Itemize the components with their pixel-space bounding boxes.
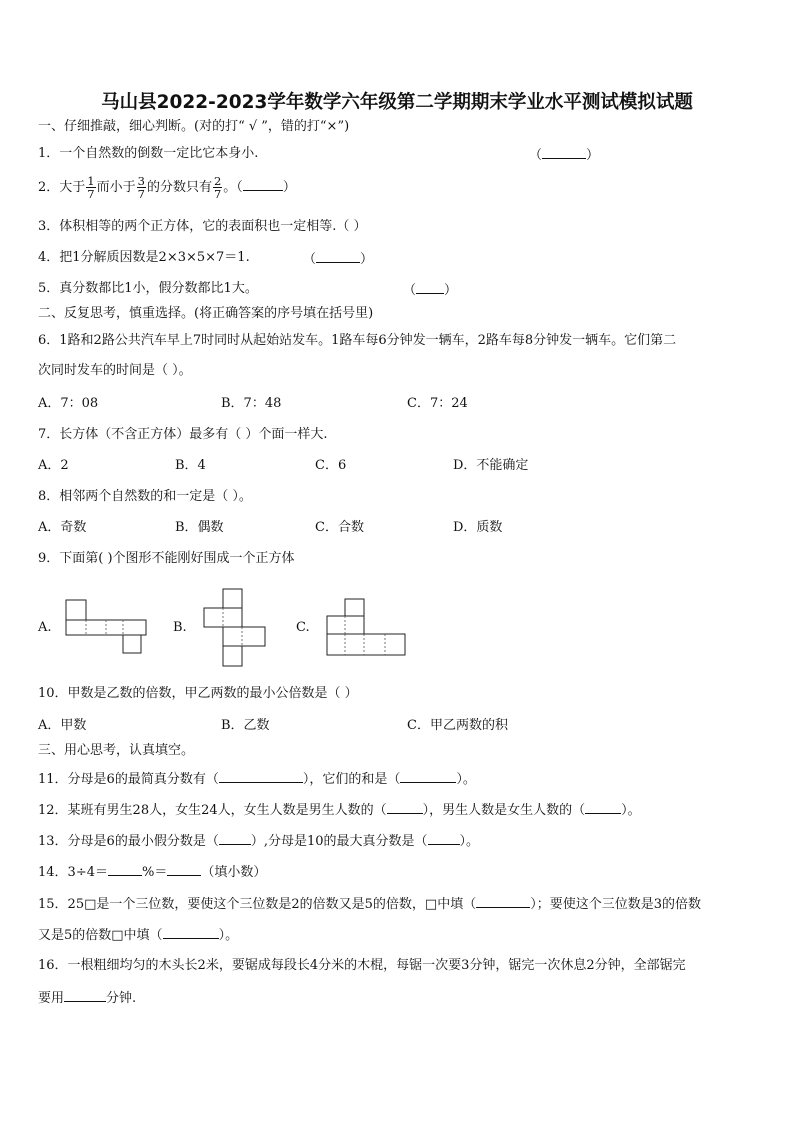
question-1-text: 1．一个自然数的倒数一定比它本身小. bbox=[38, 146, 259, 161]
option-7c[interactable]: C．6 bbox=[315, 458, 347, 473]
question-14: 14．3÷4＝ %＝ （填小数） bbox=[38, 862, 266, 882]
option-8a[interactable]: A．奇数 bbox=[38, 520, 87, 535]
answer-blank[interactable] bbox=[243, 177, 283, 191]
option-8b[interactable]: B．偶数 bbox=[175, 520, 224, 535]
question-5: 5．真分数都比1小，假分数都比1大。 bbox=[38, 281, 258, 296]
option-10a[interactable]: A．甲数 bbox=[38, 718, 87, 733]
option-7a[interactable]: A．2 bbox=[38, 458, 69, 473]
answer-blank[interactable] bbox=[476, 894, 530, 908]
question-3: 3．体积相等的两个正方体，它的表面积也一定相等.（ ） bbox=[38, 219, 367, 234]
option-6a[interactable]: A．7：08 bbox=[38, 396, 99, 411]
question-8: 8．相邻两个自然数的和一定是（ ）。 bbox=[38, 489, 252, 504]
question-16-line-2: 要用 分钟. bbox=[38, 988, 136, 1008]
answer-blank[interactable] bbox=[108, 862, 142, 876]
option-6b[interactable]: B．7：48 bbox=[221, 396, 282, 411]
question-6-line-1: 6．1路和2路公共汽车早上7时同时从起始站发车。1路车每6分钟发一辆车，2路车每8分钟发一辆车。它们第二 bbox=[38, 333, 677, 348]
answer-blank[interactable] bbox=[163, 925, 219, 939]
page-title: 马山县2022-2023学年数学六年级第二学期期末学业水平测试模拟试题 bbox=[101, 92, 693, 113]
answer-5[interactable]: （ ） bbox=[403, 280, 457, 300]
question-9: 9．下面第( )个图形不能刚好围成一个正方体 bbox=[38, 551, 295, 566]
answer-blank[interactable] bbox=[416, 280, 444, 294]
fraction: $\frac{2}{7}$ bbox=[213, 174, 222, 201]
cube-net-a[interactable] bbox=[60, 595, 150, 660]
cube-net-c[interactable] bbox=[323, 595, 409, 659]
answer-blank[interactable] bbox=[400, 769, 456, 783]
answer-blank[interactable] bbox=[64, 988, 106, 1002]
option-10c[interactable]: C．甲乙两数的积 bbox=[407, 718, 508, 733]
cube-net-b[interactable] bbox=[200, 585, 270, 671]
question-10: 10．甲数是乙数的倍数，甲乙两数的最小公倍数是（ ） bbox=[38, 686, 358, 701]
fraction: $\frac{1}{7}$ bbox=[87, 174, 95, 201]
question-1 bbox=[38, 145, 258, 163]
question-15-line-2: 又是5的倍数□中填（ ）。 bbox=[38, 925, 238, 945]
option-10b[interactable]: B．乙数 bbox=[221, 718, 270, 733]
fraction: $\frac{3}{7}$ bbox=[137, 174, 145, 201]
section-2-heading: 二、反复思考，慎重选择。(将正确答案的序号填在括号里) bbox=[38, 306, 374, 321]
answer-blank[interactable] bbox=[219, 769, 303, 783]
answer-blank[interactable] bbox=[428, 831, 460, 845]
question-7: 7．长方体（不含正方体）最多有（ ）个面一样大. bbox=[38, 427, 328, 442]
question-4: 4．把1分解质因数是2×3×5×7＝1. bbox=[38, 250, 250, 265]
answer-blank[interactable] bbox=[387, 800, 423, 814]
answer-blank[interactable] bbox=[167, 862, 201, 876]
answer-4[interactable]: （ ） bbox=[303, 249, 373, 269]
question-16-line-1: 16．一根粗细均匀的木头长2米，要锯成每段长4分米的木棍，每锯一次要3分钟，锯完一次休息2分钟，全部锯完 bbox=[38, 958, 686, 973]
answer-blank[interactable] bbox=[542, 145, 586, 159]
section-1-heading: 一、仔细推敲，细心判断。(对的打“ √ ”，错的打“×”) bbox=[38, 119, 350, 134]
question-11: 11．分母是6的最简真分数有（ ），它们的和是（ ）。 bbox=[38, 769, 476, 789]
question-15-line-1: 15．25□是一个三位数，要使这个三位数是2的倍数又是5的倍数，□中填（ ）；要使这个三位数是3的倍数 bbox=[38, 894, 701, 914]
option-8c[interactable]: C．合数 bbox=[315, 520, 364, 535]
answer-blank[interactable] bbox=[316, 249, 360, 263]
answer-blank[interactable] bbox=[219, 831, 251, 845]
option-9c-label[interactable]: C. bbox=[296, 620, 310, 635]
option-6c[interactable]: C．7：24 bbox=[407, 396, 468, 411]
question-12: 12．某班有男生28人，女生24人，女生人数是男生人数的（ ），男生人数是女生人数的（ ）。 bbox=[38, 800, 641, 820]
question-13: 13．分母是6的最小假分数是（ ）,分母是10的最大真分数是（ ）。 bbox=[38, 831, 479, 851]
answer-blank[interactable] bbox=[585, 800, 621, 814]
question-2: 2．大于 $\frac{1}{7}$ 而小于 $\frac{3}{7}$ 的分数只有 $\frac{2}{7}$ 。（ ） bbox=[38, 174, 296, 201]
option-9a-label[interactable]: A. bbox=[38, 620, 52, 635]
section-3-heading: 三、用心思考，认真填空。 bbox=[38, 743, 195, 758]
option-8d[interactable]: D．质数 bbox=[453, 520, 503, 535]
option-9b-label[interactable]: B. bbox=[173, 620, 187, 635]
question-6-line-2: 次同时发车的时间是（ ）。 bbox=[38, 363, 192, 378]
option-7d[interactable]: D．不能确定 bbox=[453, 458, 529, 473]
option-7b[interactable]: B．4 bbox=[175, 458, 206, 473]
answer-1[interactable]: （ ） bbox=[529, 145, 599, 165]
